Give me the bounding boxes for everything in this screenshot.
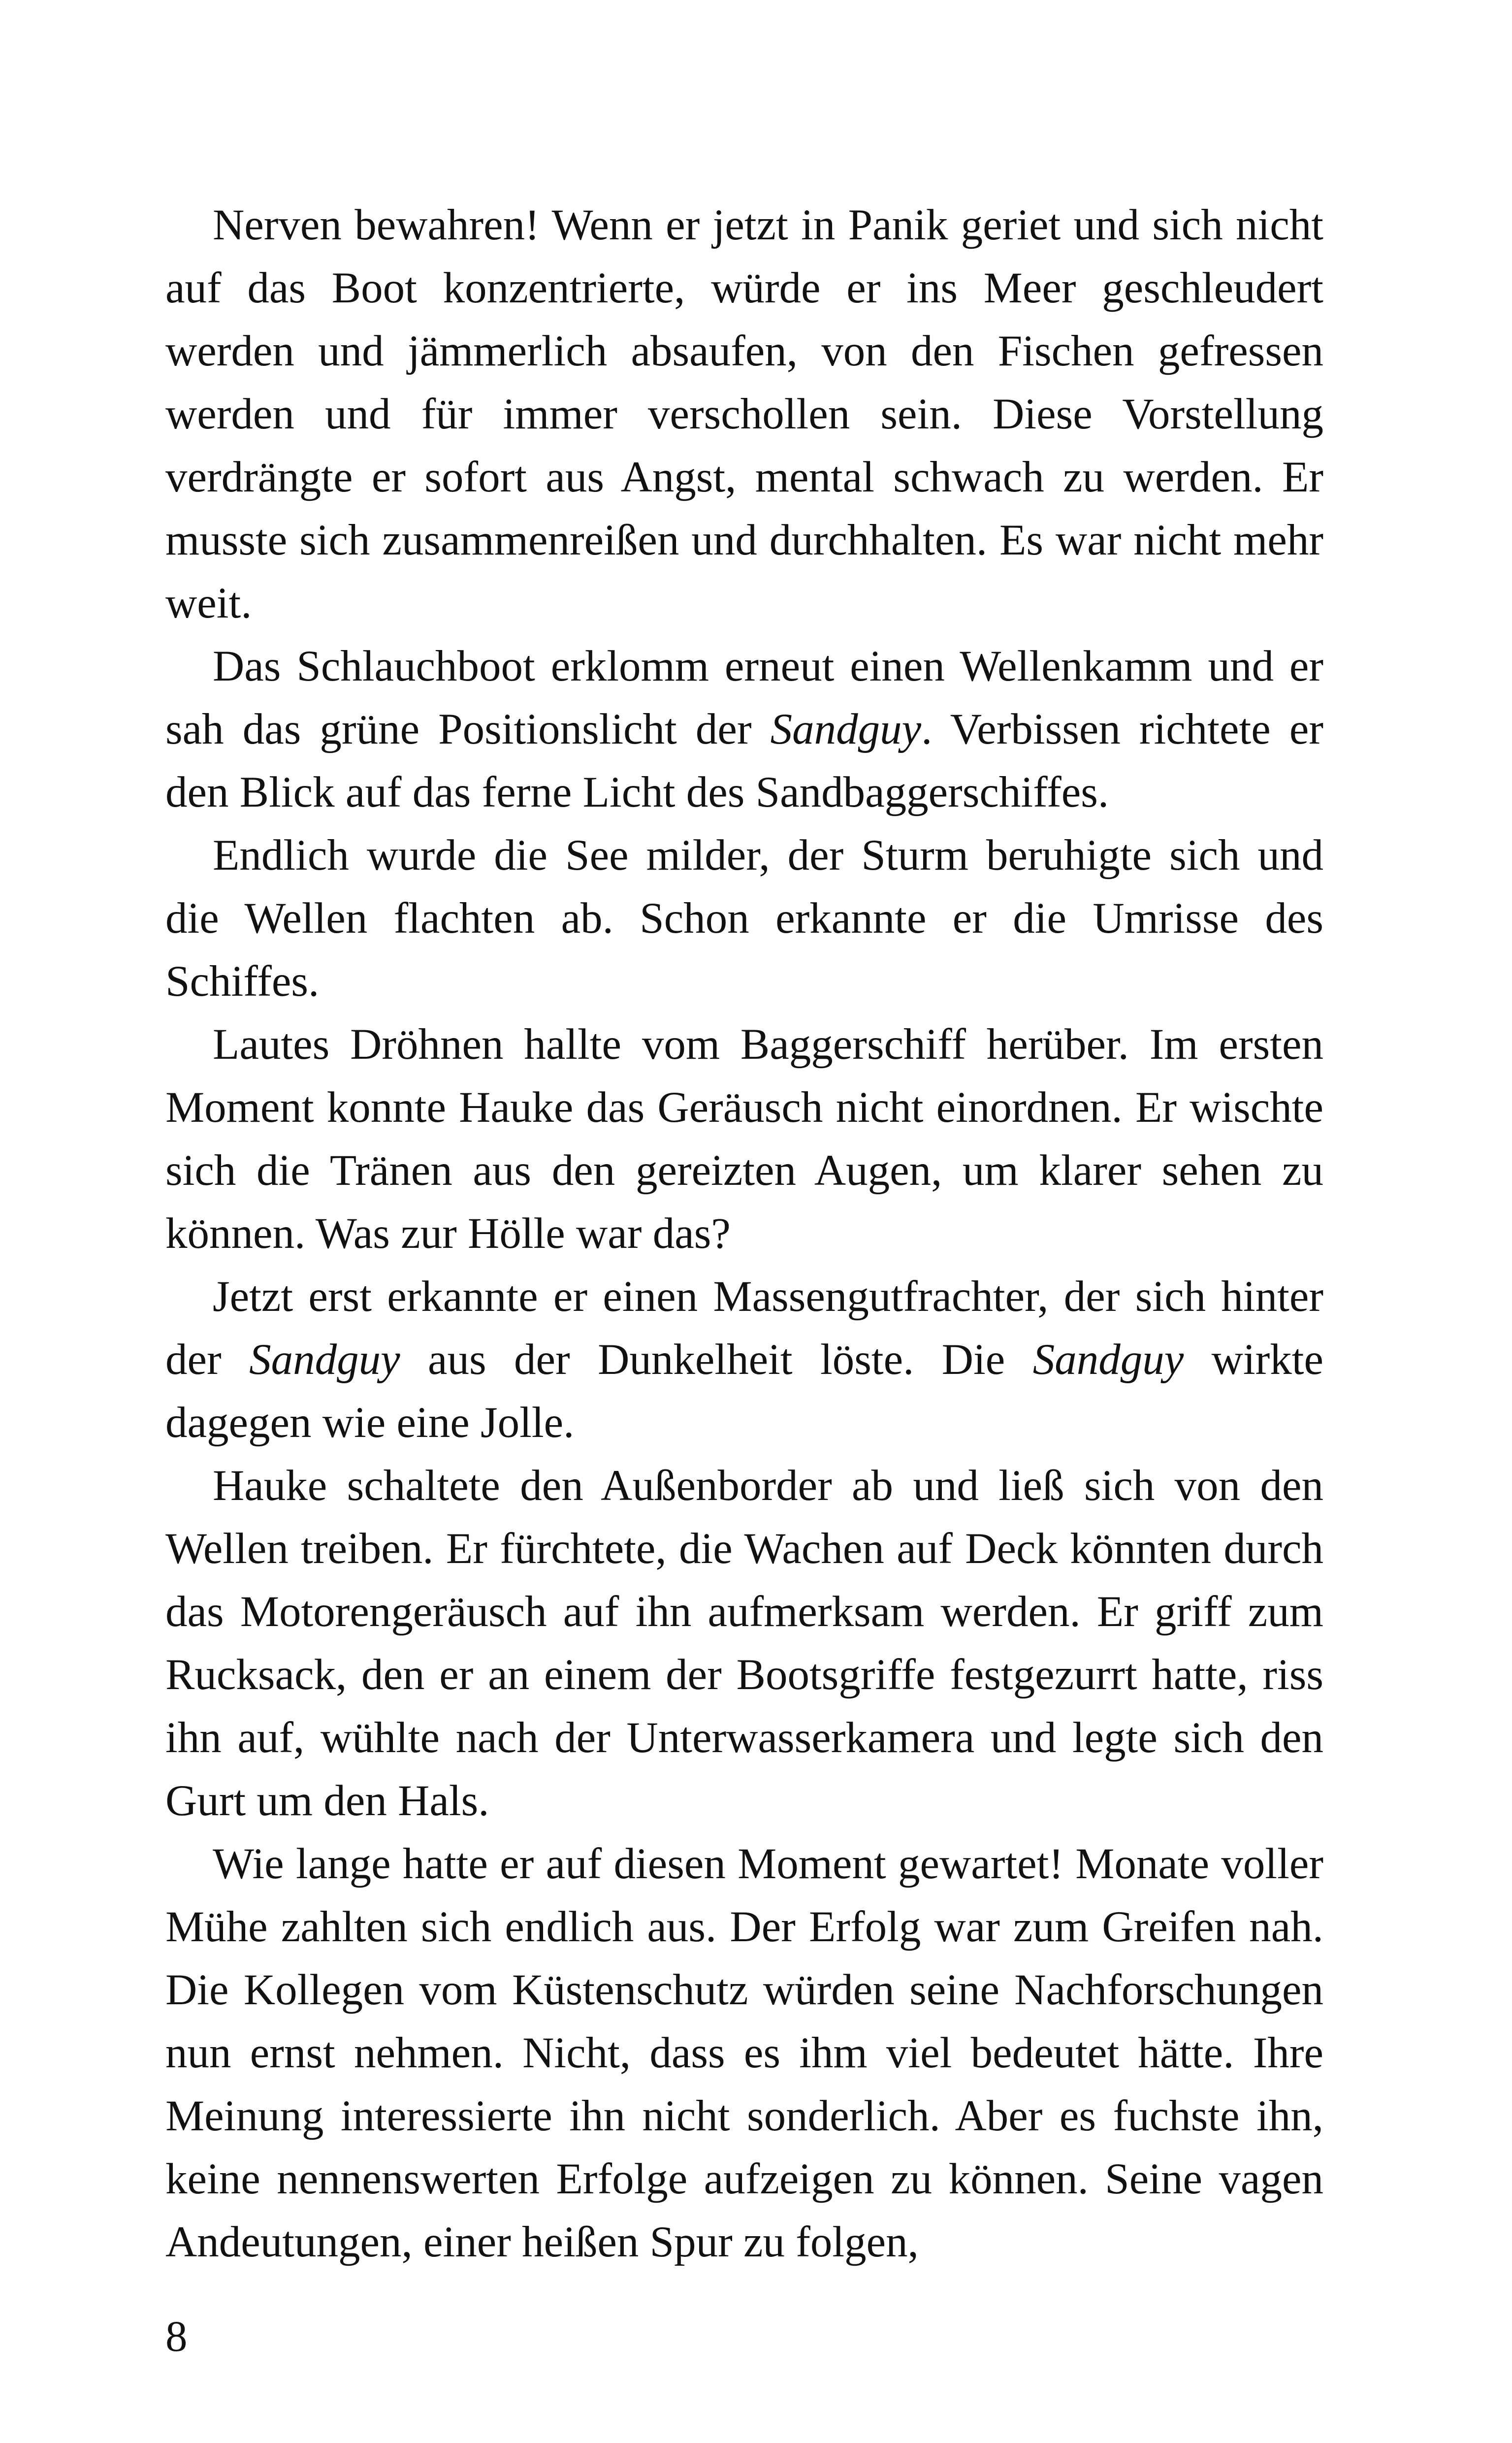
text-run: Jetzt erst erkannte er einen Massengutfrachter, der sich hinter der [165,1272,1323,1384]
ship-name-italic: Sandguy [770,705,922,753]
text-run: . Verbissen richtete er den Blick auf das ferne Licht des Sandbaggerschiffes. [165,705,1323,816]
text-run: Lautes Dröhnen hallte vom Baggerschiff herüber. Im ersten Moment konnte Hauke das Geräusch nicht einordnen. Er wischte sich die Tränen aus den gereizten Augen, um klarer sehen zu können. Was zur Hölle war das? [165,1020,1323,1258]
text-run: Endlich wurde die See milder, der Sturm beruhigte sich und die Wellen flachten ab. Schon erkannte er die Umrisse des Schiffes. [165,831,1323,1006]
text-run: Das Schlauchboot erklomm erneut einen Wellenkamm und er sah das grüne Positionslicht der [165,642,1323,753]
paragraph [165,824,1323,1013]
paragraph [165,1013,1323,1265]
paragraph [165,194,1323,635]
page-number: 8 [165,2313,188,2361]
text-run: aus der Dunkelheit löste. Die [400,1336,1033,1384]
paragraph [165,1454,1323,1832]
text-run: Hauke schaltete den Außenborder ab und ließ sich von den Wellen treiben. Er fürchtete, die Wachen auf Deck könnten durch das Motorengeräusch auf ihn aufmerksam werden. Er griff zum Rucksack, den er an einem der Bootsgriffe festgezurrt hatte, riss ihn auf, wühlte nach der Unterwasserkamera und legte sich den Gurt um den Hals. [165,1462,1323,1825]
paragraph [165,635,1323,824]
body-text [165,194,1323,2274]
text-run: Nerven bewahren! Wenn er jetzt in Panik geriet und sich nicht auf das Boot konzentrierte, würde er ins Meer geschleudert werden und jämmerlich absaufen, von den Fischen gefressen werden und für immer verschollen sein. Diese Vorstellung verdrängte er sofort aus Angst, mental schwach zu werden. Er musste sich zusammenreißen und durchhalten. Es war nicht mehr weit. [165,201,1323,627]
paragraph [165,1265,1323,1454]
ship-name-italic: Sandguy [249,1336,400,1384]
ship-name-italic: Sandguy [1032,1336,1184,1384]
paragraph [165,1832,1323,2274]
text-run: wirkte dagegen wie eine Jolle. [165,1336,1323,1447]
text-run: Wie lange hatte er auf diesen Moment gewartet! Monate voller Mühe zahlten sich endlich aus. Der Erfolg war zum Greifen nah. Die Kollegen vom Küstenschutz würden seine Nachforschungen nun ernst nehmen. Nicht, dass es ihm viel bedeutet hätte. Ihre Meinung interessierte ihn nicht sonderlich. Aber es fuchste ihn, keine nennenswerten Erfolge aufzeigen zu können. Seine vagen Andeutungen, einer heißen Spur zu folgen, [165,1840,1323,2266]
